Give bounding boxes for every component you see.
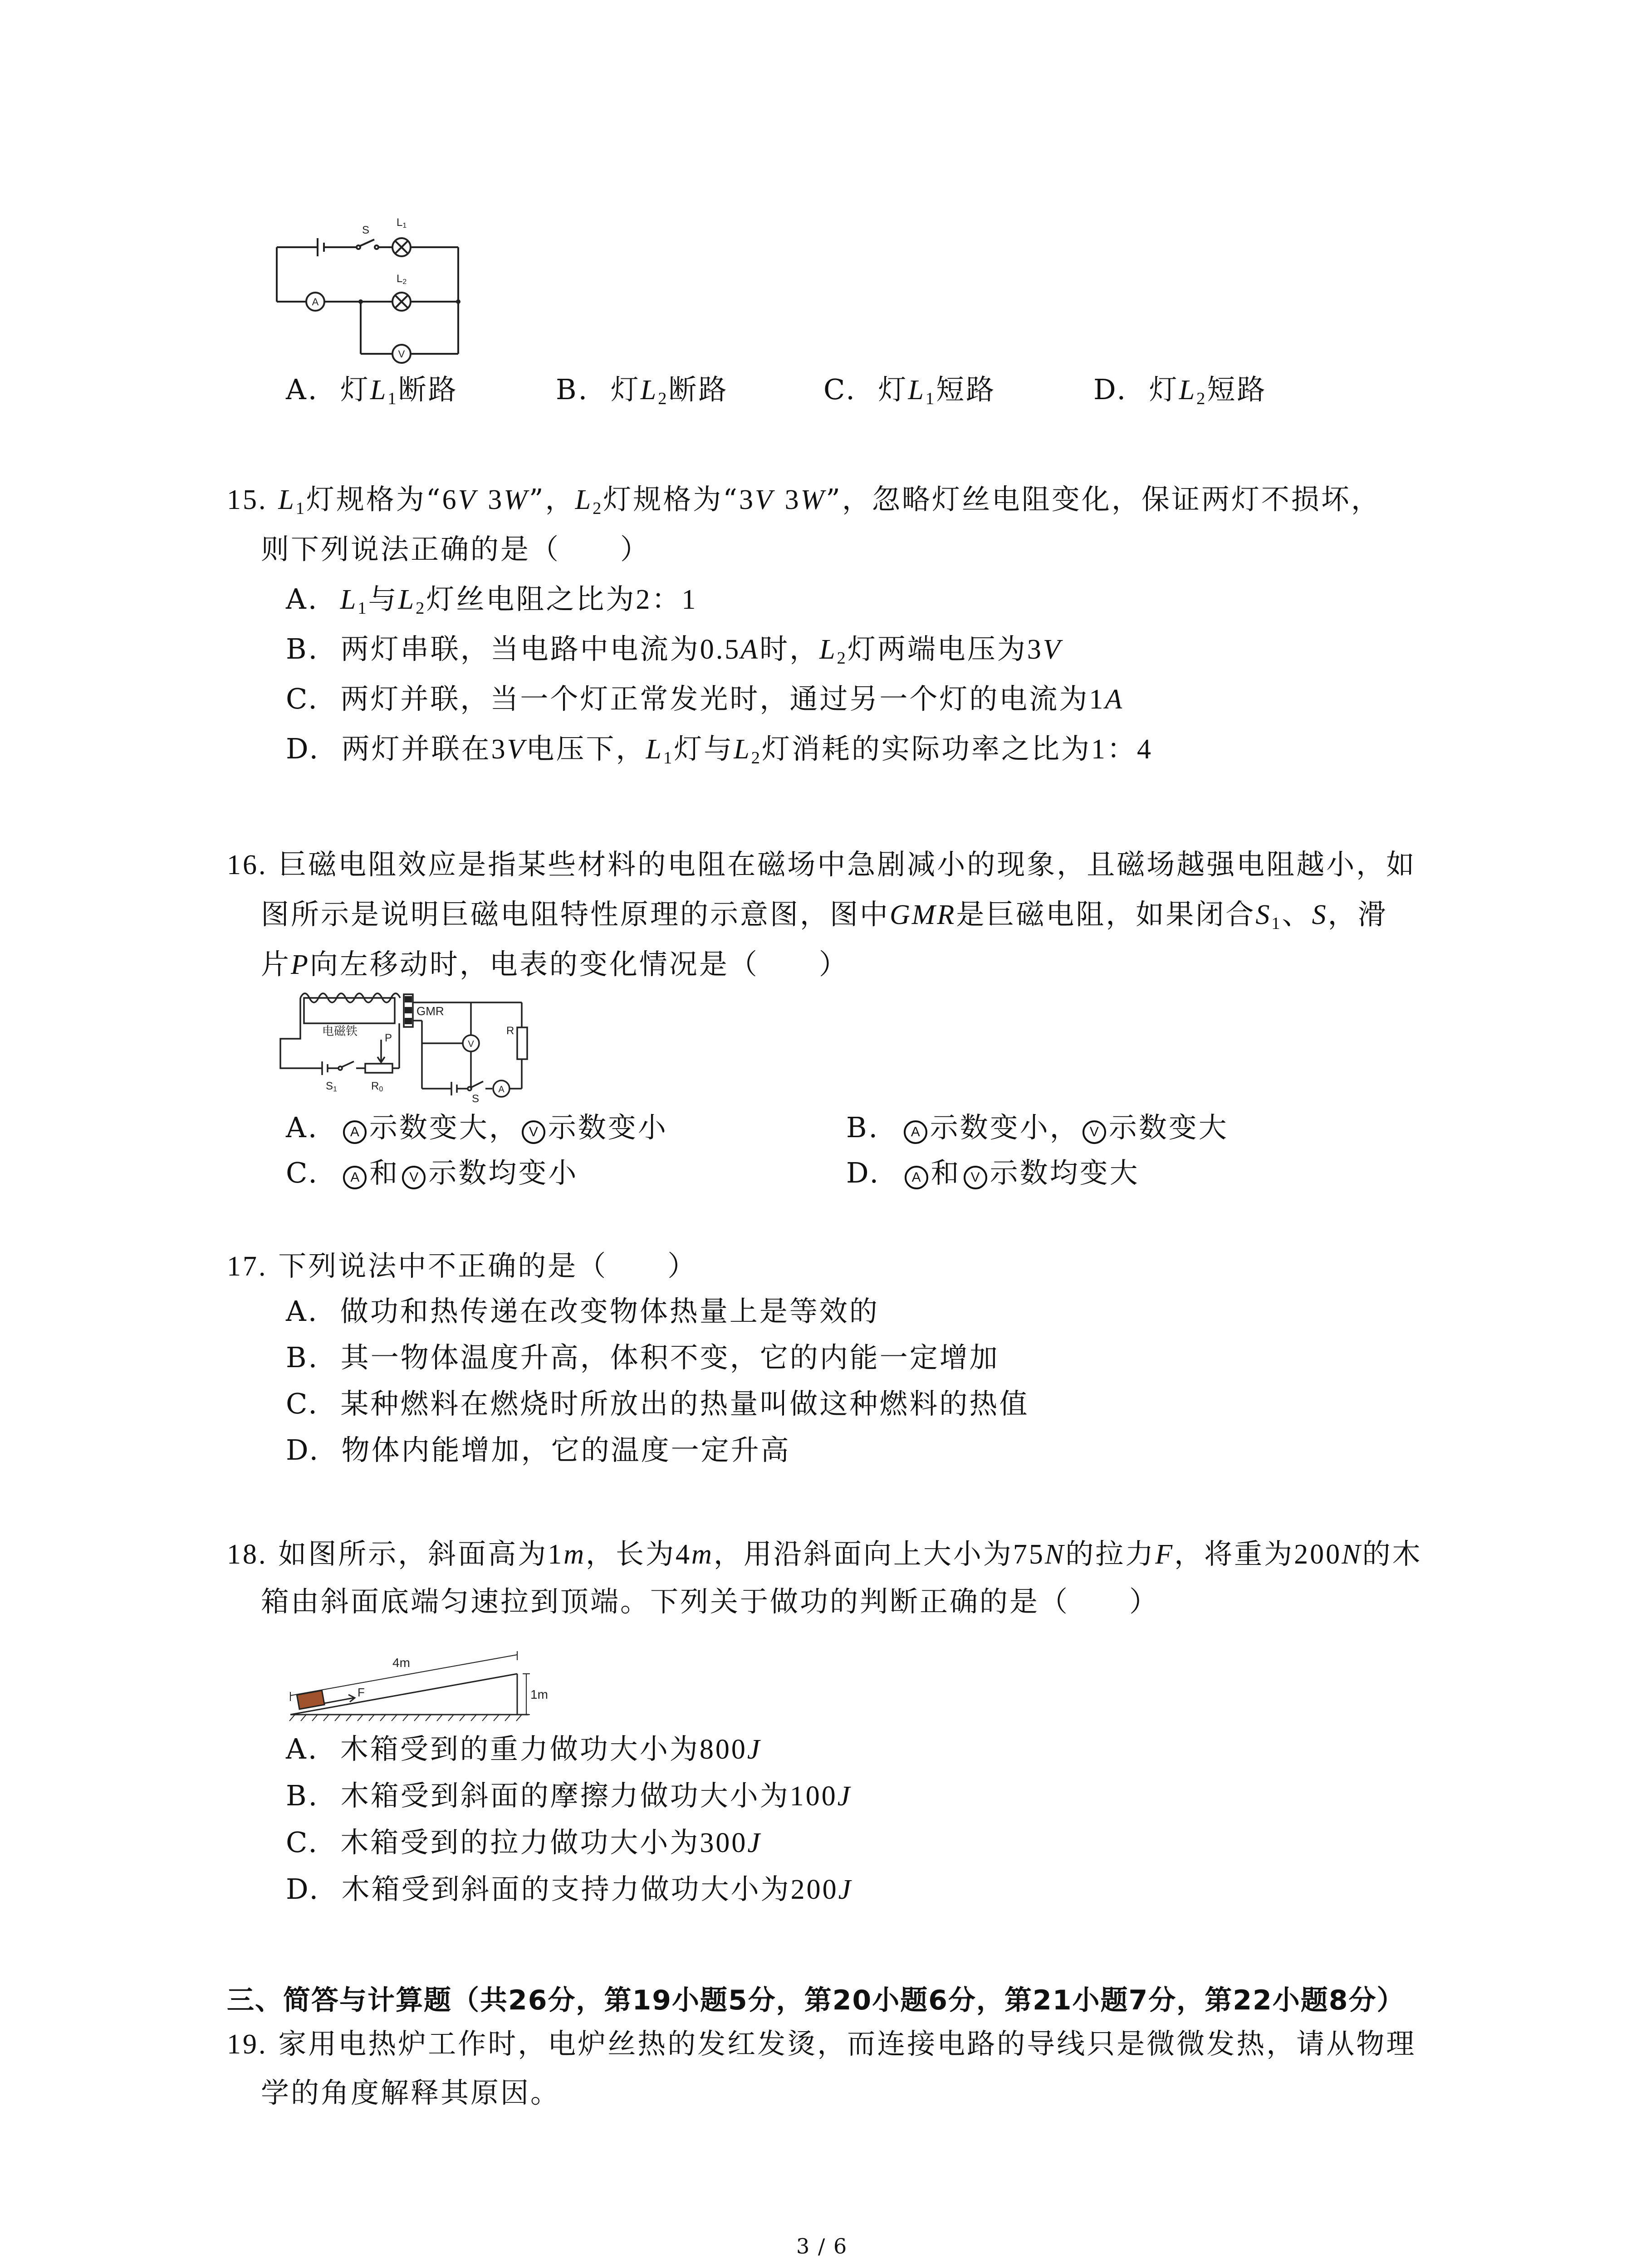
q18-incline-figure <box>281 1628 548 1733</box>
fig14-s-label: S <box>362 224 370 236</box>
q15-option-c[interactable]: C. 两灯并联，当一个灯正常发光时，通过另一个灯的电流为1A <box>286 682 1124 715</box>
q18-option-d[interactable]: D. 木箱受到斜面的支持力做功大小为200J <box>286 1872 853 1906</box>
q14-option-d[interactable]: D. 灯$L_2$短路 <box>1093 373 1267 408</box>
fig16-voltmeter-label: V <box>468 1039 474 1049</box>
q18-stem-line1: 18. 如图所示，斜面高为1m，长为4m，用沿斜面向上大小为75N的拉力F，将重为200N的木 <box>227 1537 1422 1570</box>
fig16-electromagnet-label: 电磁铁 <box>322 1024 358 1038</box>
fig16-r0-label: R0 <box>371 1080 383 1093</box>
q14-option-b[interactable]: B. 灯$L_2$断路 <box>556 373 729 408</box>
fig16-p-label: P <box>385 1032 392 1044</box>
q16-option-d[interactable]: D. A 和 V 示数均变大 <box>846 1156 1140 1189</box>
voltmeter-icon: V <box>402 1166 426 1189</box>
q14-circuit-figure <box>272 213 463 372</box>
fig14-ammeter-label: A <box>312 296 319 308</box>
q18-option-c[interactable]: C. 木箱受到的拉力做功大小为300J <box>286 1826 762 1859</box>
fig18-height-label: 1m <box>530 1687 548 1701</box>
fig18-length-label: 4m <box>392 1656 410 1670</box>
q16-stem-line3: 片P向左移动时，电表的变化情况是（ ） <box>261 948 849 981</box>
fig16-s1-label: S1 <box>326 1080 337 1093</box>
q17-option-c[interactable]: C. 某种燃料在燃烧时所放出的热量叫做这种燃料的热值 <box>286 1387 1029 1420</box>
q19-stem-line1: 19. 家用电热炉工作时，电炉丝热的发红发烫，而连接电路的导线只是微微发热，请从物理 <box>227 2027 1416 2060</box>
fig14-l1-label: L1 <box>397 216 407 230</box>
ammeter-icon: A <box>904 1120 927 1144</box>
page-number: 3 / 6 <box>796 2234 848 2258</box>
fig18-force-label: F <box>358 1686 365 1699</box>
q17-option-a[interactable]: A. 做功和热传递在改变物体热量上是等效的 <box>286 1295 879 1328</box>
q16-gmr-circuit-figure <box>272 989 572 1105</box>
q15-option-a[interactable]: A. $L_1$与$L_2$灯丝电阻之比为2：1 <box>286 582 698 618</box>
q16-stem-line1: 16. 巨磁电阻效应是指某些材料的电阻在磁场中急剧减小的现象，且磁场越强电阻越小，如 <box>227 848 1416 881</box>
ammeter-icon: A <box>343 1120 367 1144</box>
q16-option-c[interactable]: C. A 和 V 示数均变小 <box>286 1156 578 1189</box>
q18-option-b[interactable]: B. 木箱受到斜面的摩擦力做功大小为100J <box>286 1779 852 1812</box>
voltmeter-icon: V <box>1083 1120 1106 1144</box>
q16-option-a[interactable]: A. A 示数变大， V 示数变小 <box>286 1111 668 1144</box>
q16-option-b[interactable]: B. A 示数变小， V 示数变大 <box>846 1111 1229 1144</box>
q16-stem-line2: 图所示是说明巨磁电阻特性原理的示意图，图中GMR是巨磁电阻，如果闭合$S_1$、S，滑 <box>261 898 1388 933</box>
q14-option-c[interactable]: C. 灯$L_1$短路 <box>823 373 996 408</box>
voltmeter-icon: V <box>522 1120 545 1144</box>
q17-stem: 17. 下列说法中不正确的是（ ） <box>227 1249 698 1282</box>
section-three-heading: 三、简答与计算题（共26分，第19小题5分，第20小题6分，第21小题7分，第22小题8分） <box>227 1984 1405 2016</box>
q15-stem-line1: 15. $L_1$灯规格为“6V 3W”，$L_2$灯规格为“3V 3W”，忽略灯丝电阻变化，保证两灯不损坏， <box>227 483 1381 518</box>
q19-stem-line2: 学的角度解释其原因。 <box>261 2076 561 2109</box>
fig14-voltmeter-label: V <box>398 348 405 360</box>
q17-option-b[interactable]: B. 其一物体温度升高，体积不变，它的内能一定增加 <box>286 1341 999 1374</box>
ammeter-icon: A <box>905 1166 928 1189</box>
voltmeter-icon: V <box>964 1166 987 1189</box>
q17-option-d[interactable]: D. 物体内能增加，它的温度一定升高 <box>286 1433 791 1466</box>
fig16-ammeter-label: A <box>498 1085 505 1095</box>
fig14-l2-label: L2 <box>397 273 407 286</box>
q15-option-b[interactable]: B. 两灯串联，当电路中电流为0.5A时，$L_2$灯两端电压为3V <box>286 632 1062 668</box>
q18-option-a[interactable]: A. 木箱受到的重力做功大小为800J <box>286 1732 762 1765</box>
fig16-r-label: R <box>506 1025 514 1037</box>
q18-stem-line2: 箱由斜面底端匀速拉到顶端。下列关于做功的判断正确的是（ ） <box>261 1585 1160 1618</box>
fig16-gmr-label: GMR <box>416 1004 444 1018</box>
ammeter-icon: A <box>343 1166 367 1189</box>
q14-option-a[interactable]: A. 灯$L_1$断路 <box>286 373 458 408</box>
fig16-s-label: S <box>472 1093 480 1105</box>
q15-stem-line2: 则下列说法正确的是（ ） <box>261 533 651 566</box>
q15-option-d[interactable]: D. 两灯并联在3V电压下，$L_1$灯与$L_2$灯消耗的实际功率之比为1：4 <box>286 732 1153 767</box>
